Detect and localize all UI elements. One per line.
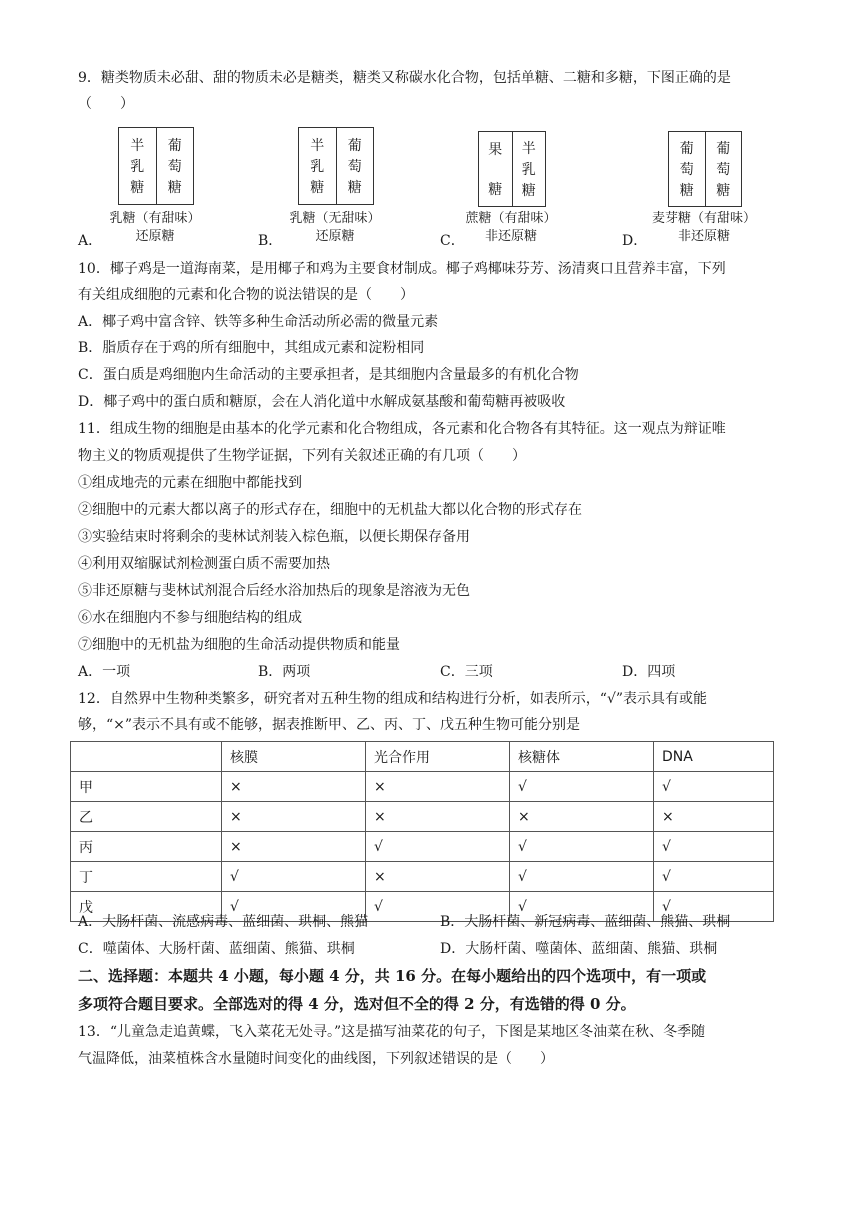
table-cell: × [366,802,510,832]
option-letter[interactable]: B． [258,233,283,249]
q11-item-2: ②细胞中的元素大都以离子的形式存在，细胞中的无机盐大都以化合物的形式存在 [78,502,582,518]
sugar-reducing-label: 非还原糖 [484,229,537,244]
q13-stem-line1: 13．“儿童急走追黄蝶，飞入菜花无处寻。”这是描写油菜花的句子，下图是某地区冬油菜在秋、冬季随 [78,1024,706,1040]
q12-option-b[interactable]: B．大肠杆菌、新冠病毒、蓝细菌、熊猫、珙桐 [440,914,731,930]
sugar-char: 萄 [716,161,731,178]
table-cell: × [366,862,510,892]
q11-item-7: ⑦细胞中的无机盐为细胞的生命活动提供物质和能量 [78,637,400,653]
table-header-cell [71,742,222,772]
table-cell: × [654,802,774,832]
table-row [71,802,774,832]
sugar-char: 糖 [679,182,694,199]
organism-name-cell: 乙 [71,802,222,832]
sugar-char: 果 [488,141,503,158]
option-letter[interactable]: A． [78,233,103,249]
q11-option-b[interactable]: B．两项 [258,664,311,680]
table-header-row [71,742,774,772]
sugar-char: 糖 [347,180,362,197]
q10-option-a[interactable]: A．椰子鸡中富含锌、铁等多种生命活动所必需的微量元素 [78,314,439,330]
section2-heading-line1: 二、选择题：本题共 4 小题，每小题 4 分，共 16 分。在每小题给出的四个选项中，有一项或 [78,967,707,985]
sugar-reducing-label: 还原糖 [315,229,355,244]
table-cell: × [510,802,654,832]
q10-stem-line1: 10．椰子鸡是一道海南菜，是用椰子和鸡为主要食材制成。椰子鸡椰味芬芳、汤清爽口且营养丰富，下列 [78,261,726,277]
table-cell: √ [510,862,654,892]
sugar-char: 糖 [521,182,536,199]
sugar-char: 萄 [679,161,694,178]
sugar-char: 乳 [310,158,325,175]
sugar-char: 糖 [130,180,145,197]
q11-item-1: ①组成地壳的元素在细胞中都能找到 [78,475,302,491]
sugar-char: 糖 [716,182,731,199]
monosaccharide-right [156,128,194,204]
monosaccharide-left [479,132,512,206]
monosaccharide-left [669,132,705,206]
organism-name-cell: 丁 [71,862,222,892]
q12-option-a[interactable]: A．大肠杆菌、流感病毒、蓝细菌、珙桐、熊猫 [78,914,369,930]
monosaccharide-left [119,128,156,204]
q12-option-c[interactable]: C．噬菌体、大肠杆菌、蓝细菌、熊猫、珙桐 [78,941,355,957]
monosaccharide-left [299,128,336,204]
table-cell: √ [654,862,774,892]
table-header-cell: DNA [654,742,774,772]
sugar-char: 糖 [310,180,325,197]
q10-option-d[interactable]: D．椰子鸡中的蛋白质和糖原，会在人消化道中水解成氨基酸和葡萄糖再被吸收 [78,394,566,410]
q12-table [70,741,774,922]
sugar-char: 糖 [167,180,182,197]
sugar-caption: 麦芽糖（有甜味） [651,211,756,226]
table-row [71,832,774,862]
sugar-caption: 乳糖（无甜味） [289,211,381,226]
sugar-char: 葡 [679,141,694,158]
table-cell: √ [222,892,366,922]
sugar-caption: 蔗糖（有甜味） [465,211,557,226]
q11-stem-line2: 物主义的物质观提供了生物学证据，下列有关叙述正确的有几项（ ） [78,448,526,464]
organism-name-cell: 戊 [71,892,222,922]
q11-option-a[interactable]: A．一项 [78,664,131,680]
table-row [71,862,774,892]
option-letter[interactable]: C． [440,233,465,249]
table-cell: × [222,772,366,802]
disaccharide-box [478,131,546,207]
table-cell: √ [366,832,510,862]
sugar-char: 乳 [521,161,536,178]
disaccharide-box [118,127,194,205]
q12-stem-line2: 够，“×”表示不具有或不能够，据表推断甲、乙、丙、丁、戊五种生物可能分别是 [78,717,581,733]
q11-item-6: ⑥水在细胞内不参与细胞结构的组成 [78,610,302,626]
disaccharide-box [298,127,374,205]
option-letter[interactable]: D． [622,233,648,249]
table-cell: √ [510,892,654,922]
q11-item-3: ③实验结束时将剩余的斐林试剂装入棕色瓶，以便长期保存备用 [78,529,470,545]
q9-stem-line2: （ ） [78,96,134,112]
q10-stem-line2: 有关组成细胞的元素和化合物的说法错误的是（ ） [78,287,414,303]
q9-stem-line1: 9．糖类物质未必甜、甜的物质未必是糖类，糖类又称碳水化合物，包括单糖、二糖和多糖，下图正确的是 [78,70,731,86]
q10-option-b[interactable]: B．脂质存在于鸡的所有细胞中，其组成元素和淀粉相同 [78,340,425,356]
sugar-char: 半 [130,137,145,154]
sugar-char: 半 [521,141,536,158]
q13-stem-line2: 气温降低，油菜植株含水量随时间变化的曲线图，下列叙述错误的是（ ） [78,1051,554,1067]
table-cell: √ [654,892,774,922]
organism-name-cell: 丙 [71,832,222,862]
table-cell: √ [222,862,366,892]
q11-option-d[interactable]: D．四项 [622,664,676,680]
sugar-char: 糖 [488,182,503,199]
q12-stem-line1: 12．自然界中生物种类繁多，研究者对五种生物的组成和结构进行分析，如表所示，“√”表示具有或能 [78,691,708,707]
sugar-caption: 乳糖（有甜味） [109,211,201,226]
q11-stem-line1: 11．组成生物的细胞是由基本的化学元素和化合物组成，各元素和化合物各有其特征。这一观点为辩证唯 [78,421,726,437]
q10-option-c[interactable]: C．蛋白质是鸡细胞内生命活动的主要承担者，是其细胞内含量最多的有机化合物 [78,367,579,383]
organism-name-cell: 甲 [71,772,222,802]
q11-item-5: ⑤非还原糖与斐林试剂混合后经水浴加热后的现象是溶液为无色 [78,583,470,599]
sugar-char: 葡 [167,137,182,154]
q11-option-c[interactable]: C．三项 [440,664,493,680]
sugar-char: 乳 [130,158,145,175]
q11-item-4: ④利用双缩脲试剂检测蛋白质不需要加热 [78,556,330,572]
table-header-cell: 核糖体 [510,742,654,772]
sugar-char: 萄 [167,158,182,175]
section2-heading-line2: 多项符合题目要求。全部选对的得 4 分，选对但不全的得 2 分，有选错的得 0 分。 [78,995,636,1013]
table-cell: × [222,832,366,862]
table-cell: √ [510,772,654,802]
sugar-reducing-label: 非还原糖 [677,229,730,244]
sugar-char: 萄 [347,158,362,175]
sugar-reducing-label: 还原糖 [135,229,175,244]
monosaccharide-right [336,128,374,204]
sugar-char: 半 [310,137,325,154]
table-cell: √ [654,772,774,802]
table-header-cell: 核膜 [222,742,366,772]
q12-option-d[interactable]: D．大肠杆菌、噬菌体、蓝细菌、熊猫、珙桐 [440,941,718,957]
sugar-char: 葡 [716,141,731,158]
sugar-char: 葡 [347,137,362,154]
table-cell: × [366,772,510,802]
monosaccharide-right [705,132,742,206]
table-cell: × [222,802,366,832]
monosaccharide-right [512,132,546,206]
table-cell: √ [510,832,654,862]
table-row [71,772,774,802]
disaccharide-box [668,131,742,207]
table-cell: √ [654,832,774,862]
table-header-cell: 光合作用 [366,742,510,772]
table-cell: √ [366,892,510,922]
